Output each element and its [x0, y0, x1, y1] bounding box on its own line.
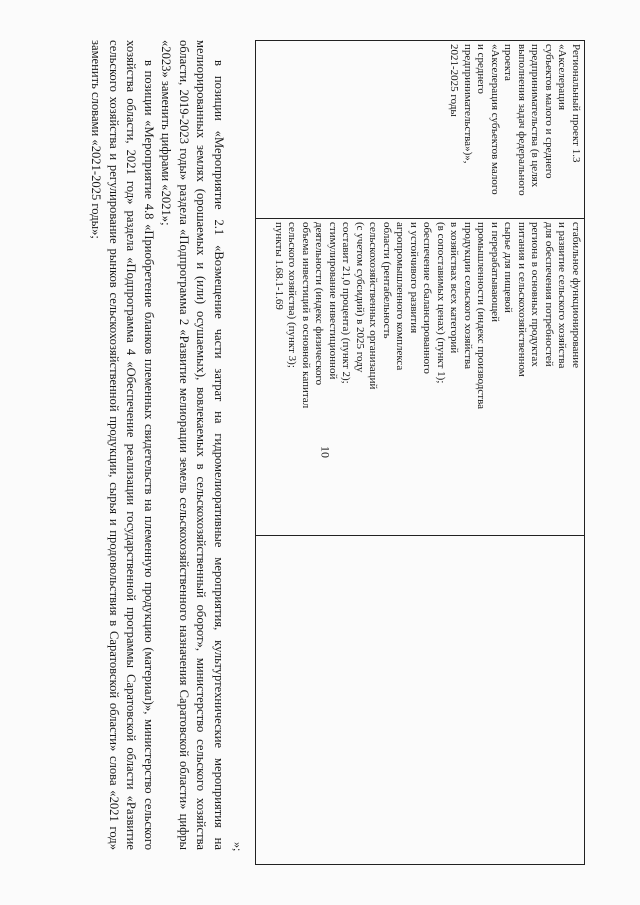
goal-text-line: составит 21,0 процента) (пункт 2); [340, 222, 353, 384]
amendment-text [87, 40, 227, 850]
project-name-line: и среднего предпринимательства»)», [462, 44, 488, 164]
goal-text-line: агропромышленного комплекса [394, 222, 407, 371]
project-name-line: «Акселерация субъектов малого [489, 44, 501, 195]
goal-text-line: питания и сельскохозяйственном [516, 222, 528, 377]
goal-text-line: региона в основных продуктах [529, 222, 542, 367]
goal-text-line: для обеспечения потребностей [543, 222, 555, 367]
goal-text-line: стимулирование инвестиционной [327, 222, 339, 380]
column-divider-1 [255, 218, 585, 219]
table-right-border [255, 864, 585, 865]
measures-table [255, 40, 585, 865]
goal-text-line: (в сопоставимых ценах) (пункт 1); [435, 222, 447, 384]
rotated-content [75, 40, 585, 865]
page-number: 10 [318, 446, 333, 458]
project-name-line: Региональный проект 1.3 «Акселерация [556, 44, 582, 163]
column-divider-2 [255, 535, 585, 536]
project-name-line: предпринимательства (в целях [529, 44, 542, 188]
goal-text-line: в хозяйствах всех категорий [448, 222, 461, 354]
paragraph: в позиции «Мероприятие 4.8 «Приобретение бланков племенных свидетельств на племенную продукцию (материал)», министерство сельского хозяйства области, 2021 год» раздела «Подпрограмма 4 «Обеспечение реализации государственной программы Саратовской области «Развитие сельского хозяйства и регулирование рынков сельскохозяйственной продукции, сырья и продовольствия в Саратовской области» слова «2021 год» заменить словами «2021-2025 годы»; [89, 40, 156, 850]
table-left-border [255, 40, 585, 41]
paragraph: в позиции «Мероприятие 2.1 «Возмещение части затрат на гидромелиоративные мероприятия, культуртехнические мероприятия на мелиорированных землях (орошаемых и (или) осушаемых), вовлекаемых в сельскохозяйственный оборот», министерство сельского хозяйства области, 2019-2023 годы» раздела «Подпрограмма 2 «Развитие мелиорации земель сельскохозяйственного назначения Саратовской области» цифры «2023» заменить цифрами «2021»; [159, 40, 226, 850]
goal-text-line: деятельности (индекс физического [313, 222, 326, 386]
goal-text-line: объема инвестиций в основной капитал [300, 222, 312, 409]
project-name-line: субъектов малого и среднего [543, 44, 555, 179]
project-name-line: 2021-2025 годы [448, 44, 461, 117]
goal-text-line: продукции сельского хозяйства [462, 222, 474, 369]
project-name-line: выполнения задач федерального проекта [502, 44, 528, 196]
goal-text-line: области (рентабельность [381, 222, 393, 339]
goal-text-line: сельского хозяйства) (пункт 3); [286, 222, 299, 368]
goal-text-line: сырье для пищевой [502, 222, 515, 313]
goal-text-line: стабильное функционирование [570, 222, 582, 369]
table-cell-goals [272, 222, 583, 533]
goal-text-line: (с учетом субсидий) в 2025 году [354, 222, 366, 373]
table-cell-project [447, 44, 582, 216]
goal-text-line: пункты 1.68.1-1.69 [273, 222, 285, 310]
goal-text-line: сельскохозяйственных организаций [367, 222, 380, 390]
table-close-mark: »; [231, 842, 245, 852]
goal-text-line: и устойчивого развития [408, 222, 420, 334]
goal-text-line: и перерабатывающей [489, 222, 501, 322]
goal-text-line: промышленности (индекс производства [475, 222, 488, 409]
table-bottom-border [255, 40, 256, 865]
goal-text-line: обеспечение сбалансированного [421, 222, 434, 374]
table-top-border [584, 40, 585, 865]
goal-text-line: и развитие сельского хозяйства [556, 222, 569, 369]
